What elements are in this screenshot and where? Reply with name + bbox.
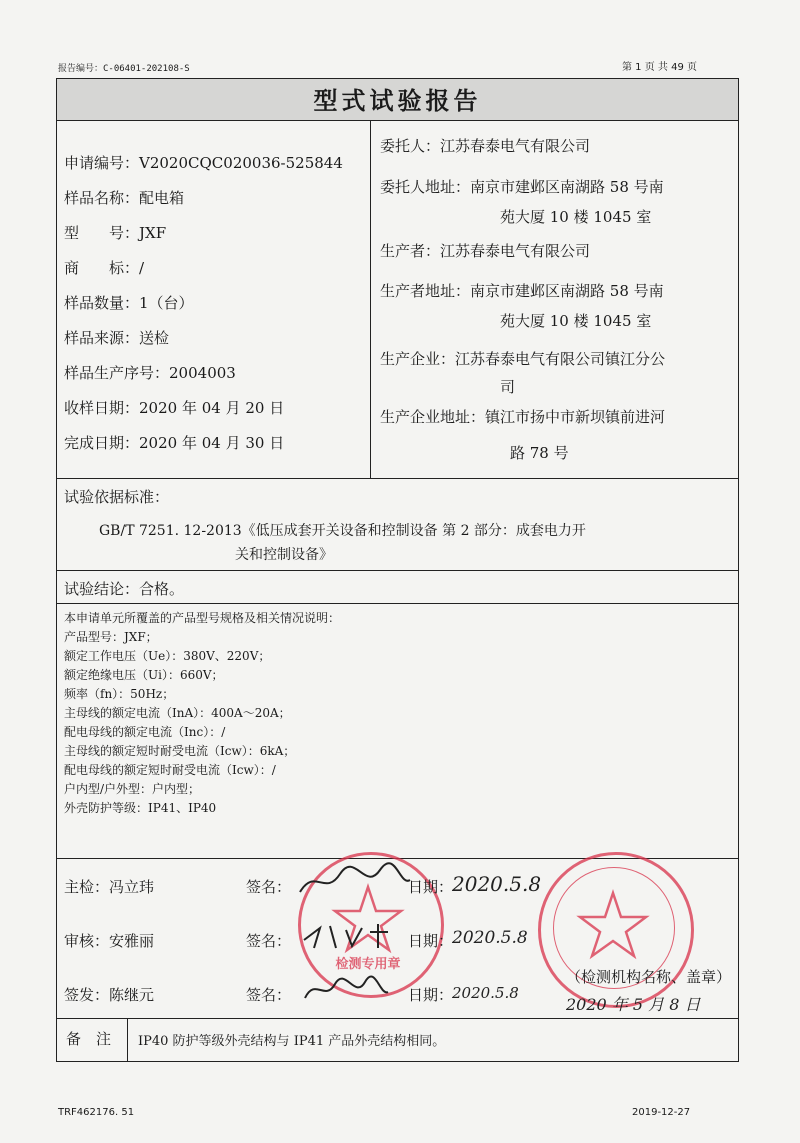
reviewer-date-label: 日期： bbox=[408, 932, 454, 950]
standard-line1: GB/T 7251. 12-2013《低压成套开关设备和控制设备 第 2 部分：成套电力开 bbox=[99, 523, 586, 539]
inspector-sign-label: 签名： bbox=[246, 878, 292, 896]
approver-date: 2020.5.8 bbox=[452, 984, 519, 1002]
spec-line: 额定工作电压（Ue）：380V、220V； bbox=[64, 649, 271, 663]
spec-line: 户内型/户外型：户内型； bbox=[64, 782, 201, 796]
info-row: 样品生产序号：2004003 bbox=[64, 364, 236, 382]
info-row: 型 号：JXF bbox=[64, 224, 167, 242]
info-row: 申请编号：V2020CQC020036-525844 bbox=[64, 154, 343, 172]
info-row: 收样日期：2020 年 04 月 20 日 bbox=[64, 399, 285, 417]
report-title: 型式试验报告 bbox=[313, 86, 482, 115]
form-date: 2019-12-27 bbox=[632, 1107, 691, 1118]
test-conclusion: 试验结论：合格。 bbox=[64, 580, 185, 598]
reviewer-signature bbox=[300, 918, 395, 954]
form-code: TRF462176. 51 bbox=[58, 1107, 135, 1118]
rule-standard bbox=[56, 570, 739, 571]
spec-line: 配电母线的额定电流（Inc）：/ bbox=[64, 725, 226, 739]
info-row: 完成日期：2020 年 04 月 30 日 bbox=[64, 434, 285, 452]
page-info: 第 1 页 共 49 页 bbox=[622, 62, 697, 73]
remark-label: 备 注 bbox=[66, 1030, 112, 1048]
reviewer-date: 2020.5.8 bbox=[452, 928, 528, 948]
client: 委托人：江苏春泰电气有限公司 bbox=[380, 137, 591, 155]
rule-info bbox=[56, 478, 739, 479]
client-address-line2: 苑大厦 10 楼 1045 室 bbox=[500, 208, 652, 226]
approver: 签发：陈继元 bbox=[64, 986, 155, 1004]
inspector-date: 2020.5.8 bbox=[452, 872, 542, 896]
info-row: 商 标：/ bbox=[64, 259, 145, 277]
reviewer: 审核：安雅丽 bbox=[64, 932, 155, 950]
rule-title bbox=[56, 120, 739, 121]
rule-conclusion bbox=[56, 603, 739, 604]
inspector-signature bbox=[295, 862, 415, 904]
producer: 生产者：江苏春泰电气有限公司 bbox=[380, 242, 591, 260]
factory-address-line2: 路 78 号 bbox=[510, 444, 569, 462]
spec-line: 额定绝缘电压（Ui）：660V； bbox=[64, 668, 224, 682]
spec-line: 频率（fn）：50Hz； bbox=[64, 687, 175, 701]
factory: 生产企业：江苏春泰电气有限公司镇江分公 bbox=[380, 350, 666, 368]
seal-date: 2020 年 5 月 8 日 bbox=[566, 995, 701, 1014]
standard-label: 试验依据标准： bbox=[64, 488, 170, 506]
info-row: 样品来源：送检 bbox=[64, 329, 170, 347]
info-row: 样品数量：1（台） bbox=[64, 294, 194, 312]
test-seal-text: 检测专用章 bbox=[335, 957, 401, 972]
divider-remark bbox=[127, 1018, 128, 1062]
producer-address-line2: 苑大厦 10 楼 1045 室 bbox=[500, 312, 652, 330]
client-address: 委托人地址：南京市建邺区南湖路 58 号南 bbox=[380, 178, 664, 196]
spec-line: 主母线的额定短时耐受电流（Icw）：6kA； bbox=[64, 744, 296, 758]
inspector: 主检：冯立玮 bbox=[64, 878, 155, 896]
report-number: 报告编号：C-06401-202108-S bbox=[58, 64, 190, 74]
approver-signature bbox=[300, 972, 390, 1008]
spec-line: 配电母线的额定短时耐受电流（Icw）：/ bbox=[64, 763, 276, 777]
spec-line: 外壳防护等级：IP41、IP40 bbox=[64, 801, 217, 815]
left-info bbox=[64, 152, 343, 467]
institution-seal-label: （检测机构名称、盖章） bbox=[566, 968, 732, 986]
spec-line: 主母线的额定电流（InA）：400A～20A； bbox=[64, 706, 291, 720]
spec-line: 产品型号：JXF； bbox=[64, 630, 158, 644]
remark-text: IP40 防护等级外壳结构与 IP41 产品外壳结构相同。 bbox=[138, 1034, 446, 1049]
producer-address: 生产者地址：南京市建邺区南湖路 58 号南 bbox=[380, 282, 664, 300]
info-row: 样品名称：配电箱 bbox=[64, 189, 185, 207]
divider-info bbox=[370, 120, 371, 478]
approver-date-label: 日期： bbox=[408, 986, 454, 1004]
inspector-date-label: 日期： bbox=[408, 878, 454, 896]
standard-line2: 关和控制设备》 bbox=[235, 547, 333, 563]
spec-list bbox=[64, 609, 340, 818]
factory-address: 生产企业地址：镇江市扬中市新坝镇前进河 bbox=[380, 408, 666, 426]
approver-sign-label: 签名： bbox=[246, 986, 292, 1004]
factory-line2: 司 bbox=[500, 378, 516, 396]
reviewer-sign-label: 签名： bbox=[246, 932, 292, 950]
rule-signatures bbox=[56, 1018, 739, 1019]
spec-line: 本申请单元所覆盖的产品型号规格及相关情况说明： bbox=[64, 611, 341, 625]
